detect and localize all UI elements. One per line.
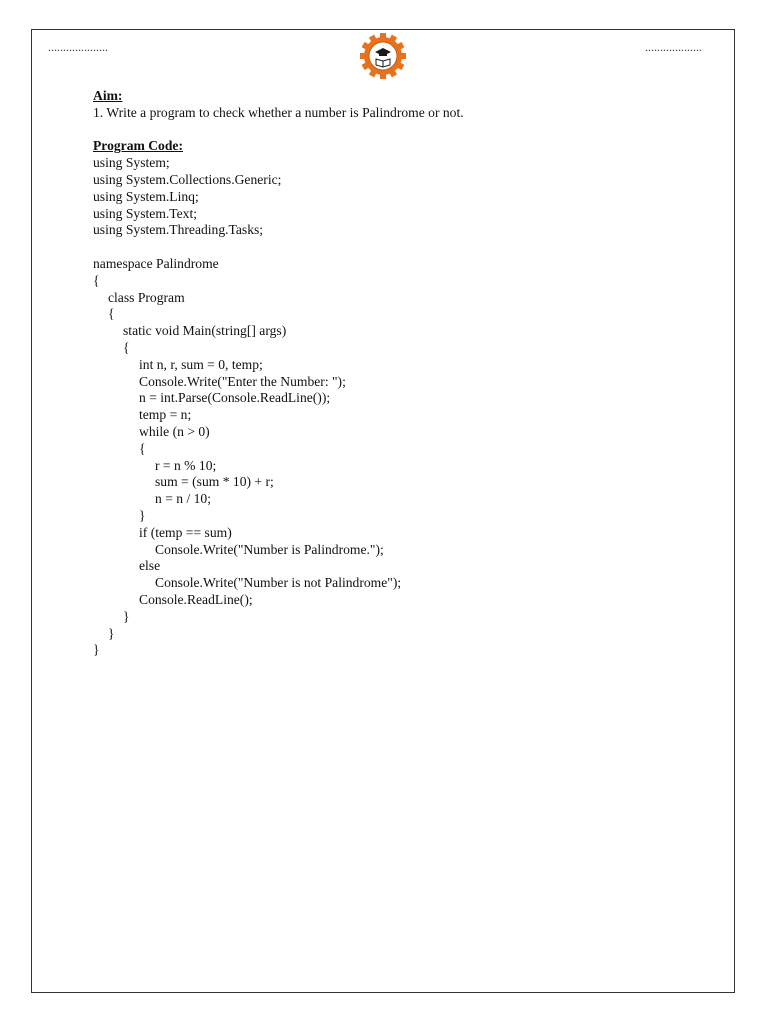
code-line: { (108, 306, 115, 322)
code-line: using System.Text; (93, 205, 198, 221)
code-line: } (139, 507, 146, 523)
code-line: else (139, 558, 161, 574)
code-line: } (123, 608, 130, 624)
code-line: namespace Palindrome (93, 255, 219, 271)
document-content (93, 88, 713, 659)
spacer (93, 239, 713, 256)
code-line: Console.ReadLine(); (139, 591, 253, 607)
code-line: sum = (sum * 10) + r; (155, 474, 274, 490)
aim-text: 1. Write a program to check whether a number is Palindrome or not. (93, 104, 464, 120)
code-block (93, 256, 713, 659)
spacer (93, 122, 713, 139)
code-line: { (93, 272, 100, 288)
header-left-dots: .................... (48, 40, 108, 54)
code-line: if (temp == sum) (139, 524, 232, 540)
program-code-heading: Program Code: (93, 138, 183, 154)
code-line: Console.Write("Enter the Number: "); (139, 373, 346, 389)
code-line: } (93, 642, 100, 658)
header-right-dots: ................... (645, 40, 702, 54)
code-line: n = n / 10; (155, 491, 212, 507)
code-line: using System.Collections.Generic; (93, 171, 282, 187)
code-line: { (139, 440, 146, 456)
code-line: Console.Write("Number is Palindrome."); (155, 541, 384, 557)
code-line: } (108, 625, 115, 641)
code-line: class Program (108, 289, 185, 305)
code-line: while (n > 0) (139, 423, 210, 439)
using-directives (93, 155, 713, 239)
code-line: n = int.Parse(Console.ReadLine()); (139, 390, 331, 406)
code-line: using System.Threading.Tasks; (93, 222, 264, 238)
code-line: using System; (93, 155, 170, 171)
code-line: static void Main(string[] args) (123, 323, 287, 339)
aim-heading: Aim: (93, 88, 123, 103)
code-line: r = n % 10; (155, 457, 217, 473)
code-line: { (123, 339, 130, 355)
code-line: temp = n; (139, 407, 192, 423)
code-line: using System.Linq; (93, 188, 199, 204)
code-line: Console.Write("Number is not Palindrome"); (155, 575, 402, 591)
college-gear-logo-icon (357, 31, 409, 81)
code-line: int n, r, sum = 0, temp; (139, 356, 263, 372)
